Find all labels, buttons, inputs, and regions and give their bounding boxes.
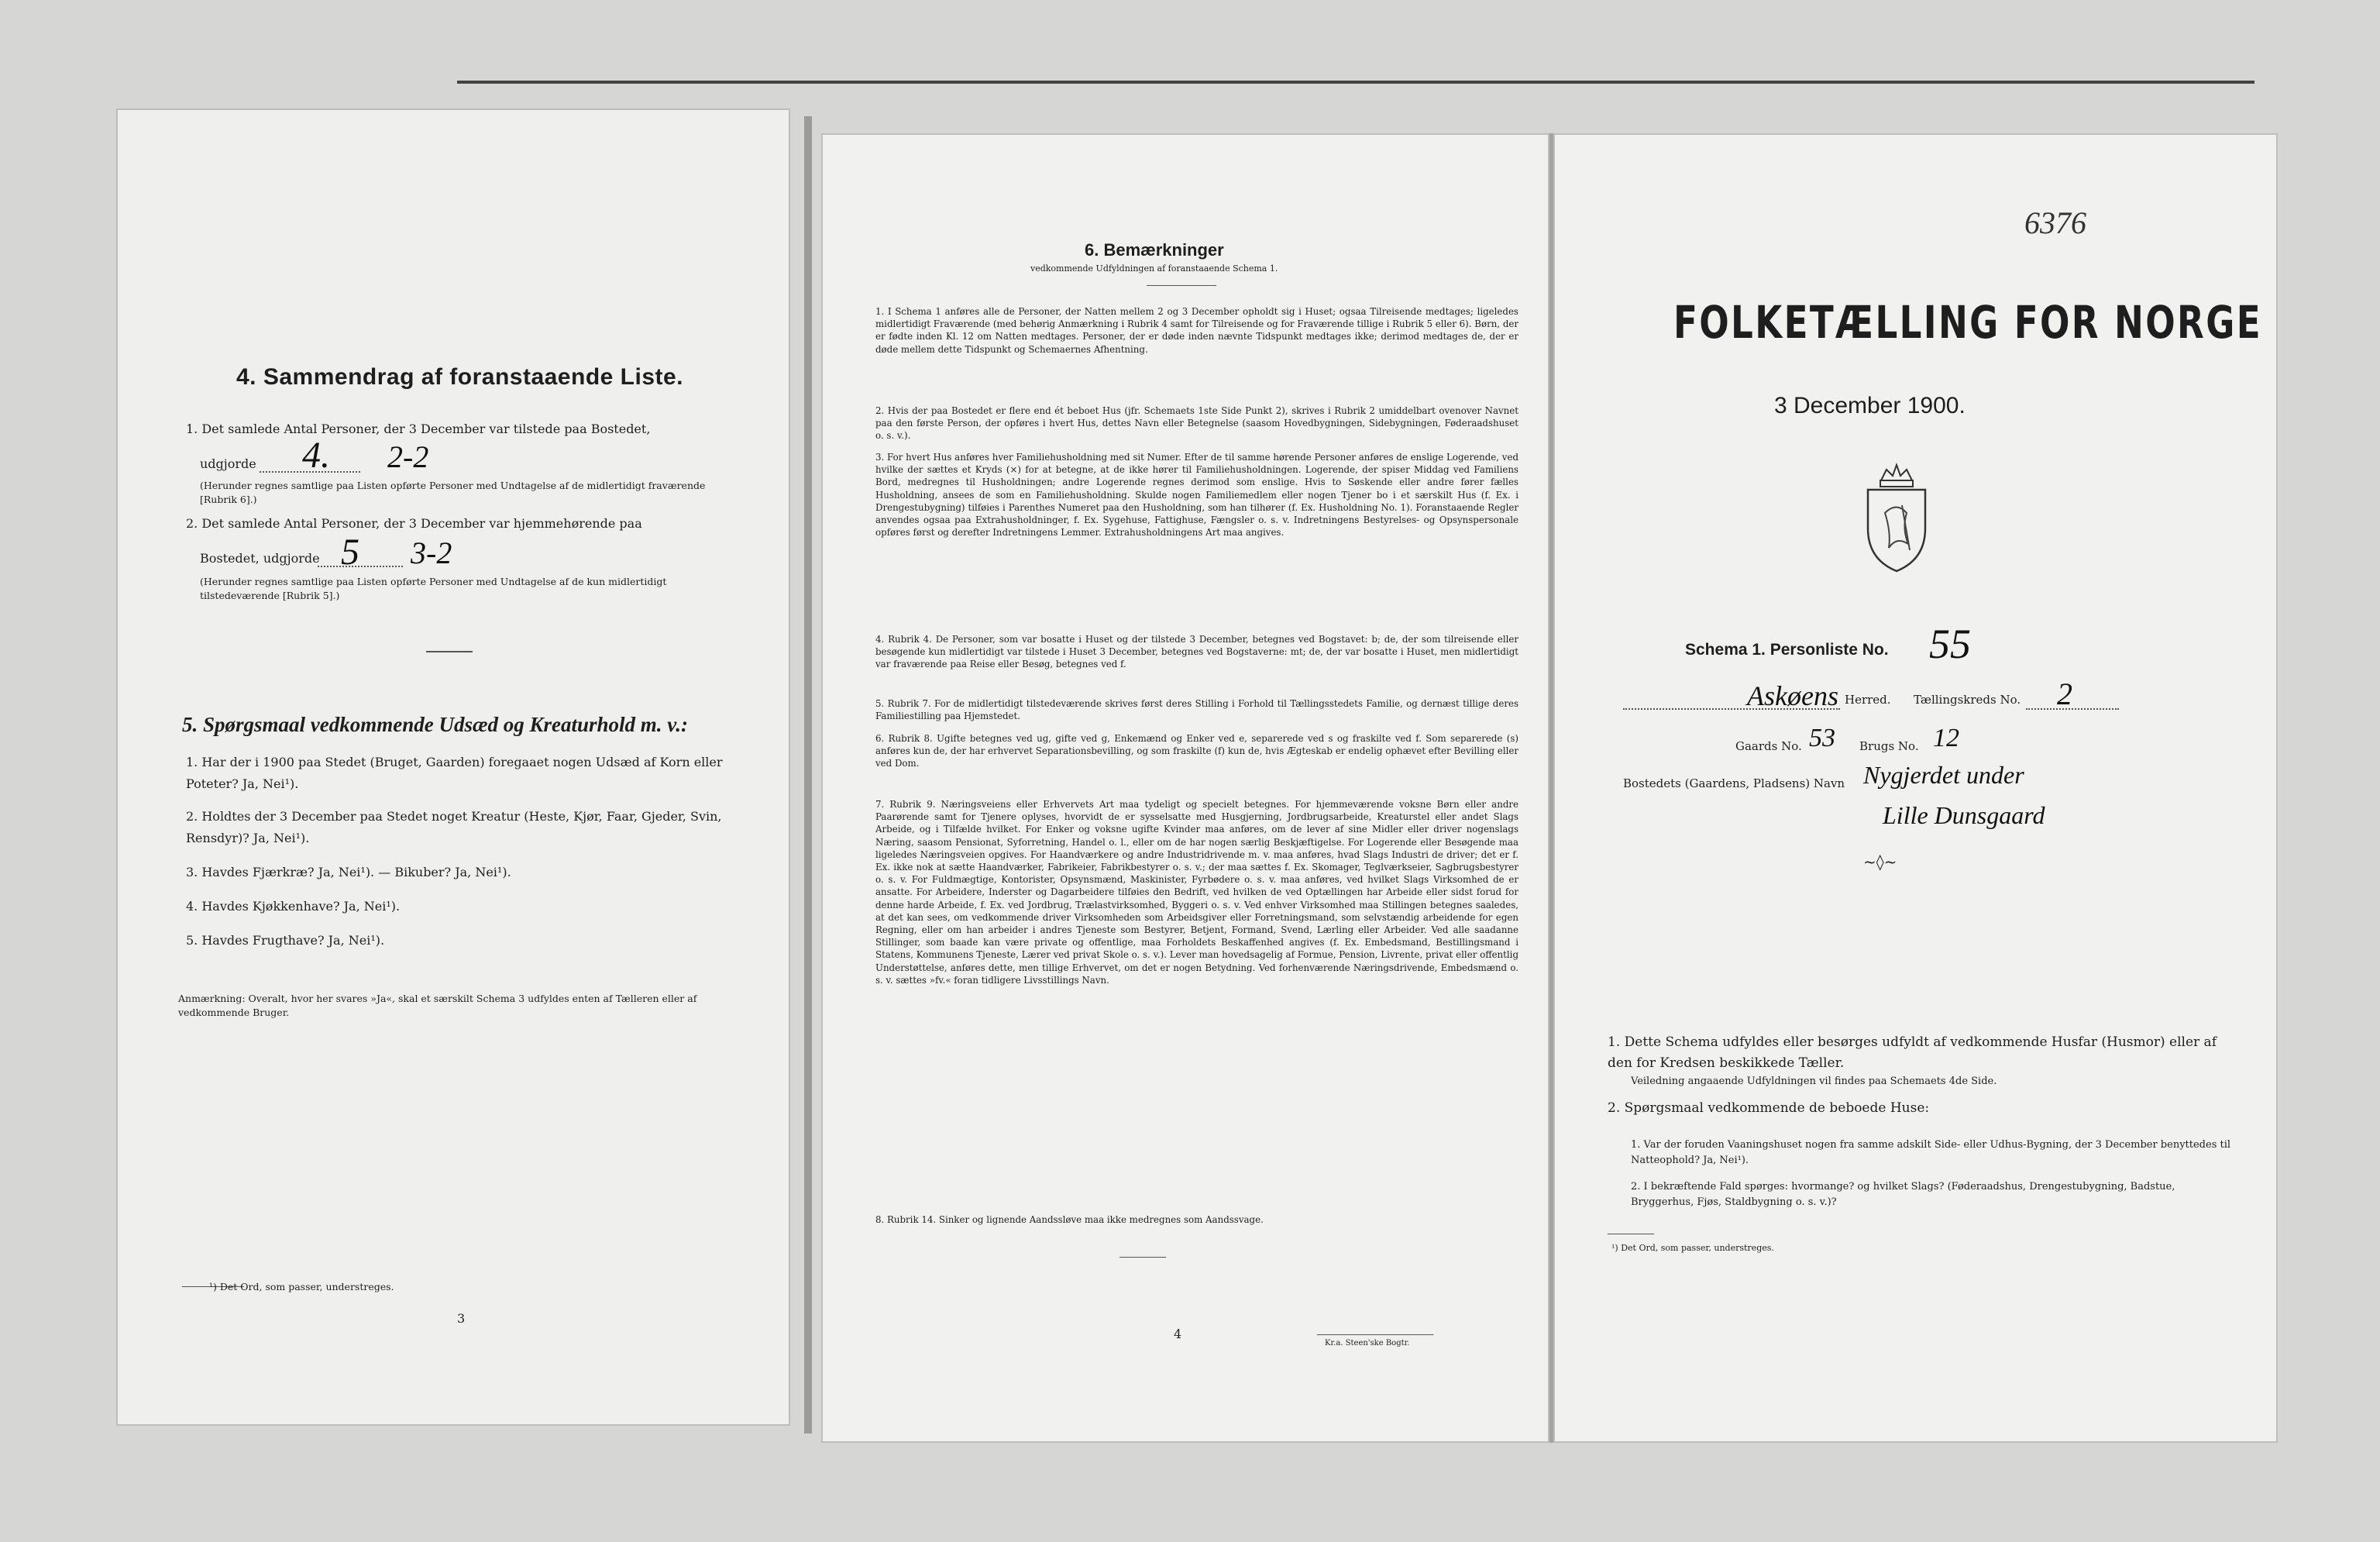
instruction-2-q1: 1. Var der foruden Vaaningshuset nogen fra samme adskilt Side- eller Udhus-Bygning, der 3 December benyttedes til Natteophold? Ja, Nei¹).	[1631, 1139, 2231, 1166]
remarks-end-rule	[1119, 1257, 1166, 1258]
gaards-number: 53	[1809, 724, 1835, 752]
ornament-icon: ~◊~	[1863, 852, 1897, 871]
remark-item-4: 4. Rubrik 4. De Personer, som var bosatte i Huset og der tilstede 3 December, betegnes ved Bogstavet: b; de, der som tilreisende eller besøgende kun midlertidigt var tilstede i Huset 3 December, betegnes ved Bogstaverne: mt; de, der var bosatte i Huset, men midlertidigt var fraværende paa Reise eller Besøg, betegnes ved f.	[875, 634, 1518, 670]
summary-item-1-value: 4.	[302, 435, 330, 476]
question-1: 1. Har der i 1900 paa Stedet (Bruget, Gaarden) foregaaet nogen Udsæd af Korn eller Poteter? Ja, Nei¹).	[186, 755, 723, 791]
printer-imprint: Kr.a. Steen'ske Bogtr.	[1325, 1339, 1410, 1348]
brugs-number: 12	[1933, 724, 1959, 752]
page-1	[1553, 133, 2278, 1443]
summary-item-2-line	[318, 566, 403, 567]
summary-item-2: 2. Det samlede Antal Personer, der 3 December var hjemmehørende paa	[186, 516, 642, 531]
page1-footnote: ¹) Det Ord, som passer, understreges.	[1611, 1243, 1774, 1253]
herred-label: Herred.	[1845, 693, 1891, 707]
summary-item-2-value: 5	[341, 532, 359, 573]
remark-item-3: 3. For hvert Hus anføres hver Familiehusholdning med sit Numer. Efter de til samme hørende Personer anføres de enslige Logerende, ved hvilke der sættes et Kryds (×) for at betegne, at de ikke hører til Familiehusholdningen. Logerende, der spiser Middag ved Familiens Bord, medregnes til Husholdningen; andre Logerende regnes derimod som enslige. Hvis to Søskende eller andre fører fælles Husholdning, ansees de som en Familiehusholdning. Skulde nogen Familiemedlem eller nogen Tjener bo i et særskilt Hus (f. Ex. i Drengestubygning) tilføies i Parenthes Numeret paa den Husholdning, som han tilhører (f. Ex. Husholdning No. 1). Foranstaaende Regler anvendes ogsaa paa Extrahusholdninger, f. Ex. Sygehuse, Fattighuse, Fængsler o. s. v. Indretningens Bestyrelses- og Opsynspersonale opføres først og derefter Indretningens Lemmer. Extrahusholdningens Art maa angives.	[875, 452, 1518, 539]
taellingskreds-line	[2026, 708, 2119, 710]
schema-label: Schema 1. Personliste No.	[1685, 641, 1889, 659]
summary-item-1-label: udgjorde	[200, 456, 256, 471]
bostedets-label: Bostedets (Gaardens, Pladsens) Navn	[1623, 776, 1845, 790]
summary-item-1: 1. Det samlede Antal Personer, der 3 December var tilstede paa Bostedet,	[186, 422, 651, 436]
coat-of-arms-icon	[1854, 459, 1939, 575]
remark-item-6: 6. Rubrik 8. Ugifte betegnes ved ug, gifte ved g, Enkemænd og Enker ved e, separerede ved s og fraskilte ved f. Som separerede (s) anføres kun de, der har erhvervet Separationsbevilling, og som fraskilte (f) kun de, hvis Ægteskab er endelig ophævet efter Bevilling eller ved Dom.	[875, 733, 1518, 769]
personliste-number: 55	[1929, 621, 1971, 667]
brugs-label: Brugs No.	[1859, 739, 1919, 753]
instruction-2-q2: 2. I bekræftende Fald spørges: hvormange? og hvilket Slags? (Føderaadshus, Drengestubygning, Badstue, Bryggerhus, Fjøs, Staldbygning o. s. v.)?	[1631, 1181, 2175, 1208]
gaards-label: Gaards No.	[1735, 739, 1802, 753]
page-4	[821, 133, 1549, 1443]
top-rule	[457, 81, 2254, 84]
page-number-4: 4	[1174, 1327, 1182, 1341]
page-number-3: 3	[457, 1311, 466, 1326]
remark-item-5: 5. Rubrik 7. For de midlertidigt tilstedeværende skrives først deres Stilling i Forhold til Tællingsstedets Familie, og dernæst tillige deres Familiestilling paa Hjemstedet.	[875, 698, 1518, 722]
herred-value: Askøens	[1747, 680, 1838, 711]
printer-rule	[1317, 1334, 1433, 1335]
norway-coat-of-arms	[1854, 459, 1939, 575]
census-date: 3 December 1900.	[1774, 393, 1966, 418]
bostedets-value-2: Lille Dunsgaard	[1883, 801, 2045, 829]
footnote: ¹) Det Ord, som passer, understreges.	[209, 1281, 394, 1292]
remarks-title-rule	[1147, 285, 1216, 286]
summary-item-2-note: (Herunder regnes samtlige paa Listen opførte Personer med Undtagelse af de kun midlertidigt tilstedeværende [Rubrik 5].)	[200, 576, 667, 601]
section-4-title: 4. Sammendrag af foranstaaende Liste.	[236, 364, 684, 390]
instruction-2: 2. Spørgsmaal vedkommende de beboede Huse:	[1608, 1100, 1930, 1116]
question-3: 3. Havdes Fjærkræ? Ja, Nei¹). — Bikuber? Ja, Nei¹).	[186, 865, 511, 879]
summary-item-1-note: (Herunder regnes samtlige paa Listen opførte Personer med Undtagelse af de midlertidigt fraværende [Rubrik 6].)	[200, 480, 706, 505]
summary-item-1-split: 2-2	[387, 439, 429, 474]
question-4: 4. Havdes Kjøkkenhave? Ja, Nei¹).	[186, 899, 401, 914]
bostedets-value-1: Nygjerdet under	[1863, 761, 2024, 789]
census-title: FOLKETÆLLING FOR NORGE	[1673, 296, 2262, 349]
remark-item-7: 7. Rubrik 9. Næringsveiens eller Erhvervets Art maa tydeligt og specielt betegnes. For hjemmeværende voksne Børn eller andre Paarørende samt for Tjenere oplyses, hvorvidt de er sysselsatte med Husgjerning, Jordbrugsarbeide, Kreaturstel eller andet Slags Arbeide, og i Tilfælde hvilket. For Enker og voksne ugifte Kvinder maa anføres, om de lever af sine Midler eller driver nogenslags Næring, saasom Pensionat, Syforretning, Handel o. l., eller om de har nogen særlig Beskjæftigelse. For Logerende eller Besøgende maa ligeledes Næringsveien opgives. For Haandværkere og andre Industridrivende m. v. maa anføres, hvad Slags Industri de driver; det er f. Ex. ikke nok at sætte Haandværker, Fabrikeier, Fabrikbestyrer o. s. v.; der maa sættes f. Ex. Skomager, Teglværkseier, Sagbrugsbestyrer o. s. v. For Fuldmægtige, Kontorister, Opsynsmænd, Maskinister, Fyrbødere o. s. v. maa anføres, ved hvilket Slags Virksomhed de er ansatte. For Arbeidere, Inderster og Dagarbeidere tilføies den Bedrift, ved hvilken de ved Optællingen har Arbeide eller sidst forud for denne harde Arbeide, f. Ex. ved Jordbrug, Trælastvirksomhed, Byggeri o. s. v. Ved enhver Virksomhed maa Stillingen betegnes saaledes, at det kan sees, om vedkommende driver Virksomheden som Arbeidsgiver eller Forretningsmand, som selvstændig arbeidende for egen Regning, eller om han arbeider i andres Tjeneste som Bestyrer, Betjent, Formand, Svend, Lærling eller Arbeider. Ved alle saadanne Stillinger, som baade kan være private og offentlige, maa Forholdets Beskaffenhed angives (f. Ex. Embedsmand, Bestillingsmand i Statens, Kommunens Tjeneste, Lærer ved privat Skole o. s. v.). Lever man hovedsagelig af Formue, Pension, Livrente, privat eller offentlig Understøttelse, anføres dette, men tillige Erhvervet, om det er nogen Betydning. Ved forhenværende Næringsdrivende, Embedsmænd o. s. v. sættes »fv.« foran tidligere Livsstillings Navn.	[875, 799, 1518, 986]
summary-item-2-split: 3-2	[411, 535, 452, 570]
remarks-title: 6. Bemærkninger	[1085, 240, 1224, 260]
section-5-title: 5. Spørgsmaal vedkommende Udsæd og Kreaturhold m. v.:	[182, 713, 689, 736]
taellingskreds-number: 2	[2057, 676, 2072, 711]
remark-item-2: 2. Hvis der paa Bostedet er flere end ét beboet Hus (jfr. Schemaets 1ste Side Punkt 2), skrives i Rubrik 2 umiddelbart ovenover Navnet paa den første Person, der opføres i hvert Hus, dettes Navn eller Betegnelse (saasom Hovedbygningen, Sidebygningen, Føderaadshuset o. s. v.).	[875, 405, 1518, 442]
summary-item-2-label: Bostedet, udgjorde	[200, 551, 320, 566]
instruction-1-sub: Veiledning angaaende Udfyldningen vil findes paa Schemaets 4de Side.	[1631, 1076, 1997, 1087]
question-5: 5. Havdes Frugthave? Ja, Nei¹).	[186, 933, 385, 948]
anmaerkning-note: Anmærkning: Overalt, hvor her svares »Ja«, skal et særskilt Schema 3 udfyldes enten af Tælleren eller af vedkommende Bruger.	[178, 993, 697, 1018]
instruction-1: 1. Dette Schema udfyldes eller besørges udfyldt af vedkommende Husfar (Husmor) eller af den for Kredsen beskikkede Tæller.	[1608, 1034, 2217, 1071]
archive-number: 6376	[2024, 205, 2086, 240]
page-3	[116, 108, 790, 1426]
remark-item-1: 1. I Schema 1 anføres alle de Personer, der Natten mellem 2 og 3 December opholdt sig i Huset; ogsaa Tilreisende medtages; ligeledes midlertidigt Fraværende (med behørig Anmærkning i Rubrik 4 samt for Tilreisende og for Fraværende tillige i Rubrik 5 eller 6). Børn, der er fødte inden Kl. 12 om Natten medtages. Personer, der er døde inden nævnte Tidspunkt medtages ikke; derimod medtages de, der er døde mellem dette Tidspunkt og Schemaernes Afhentning.	[875, 306, 1518, 355]
remark-item-8: 8. Rubrik 14. Sinker og lignende Aandssløve maa ikke medregnes som Aandssvage.	[875, 1214, 1264, 1225]
page-gutter-left	[804, 116, 812, 1434]
taellingskreds-label: Tællingskreds No.	[1914, 693, 2021, 707]
question-2: 2. Holdtes der 3 December paa Stedet noget Kreatur (Heste, Kjør, Faar, Gjeder, Svin, Rensdyr)? Ja, Nei¹).	[186, 809, 722, 845]
remarks-subtitle: vedkommende Udfyldningen af foranstaaende Schema 1.	[1030, 263, 1278, 274]
section-divider	[426, 651, 473, 652]
